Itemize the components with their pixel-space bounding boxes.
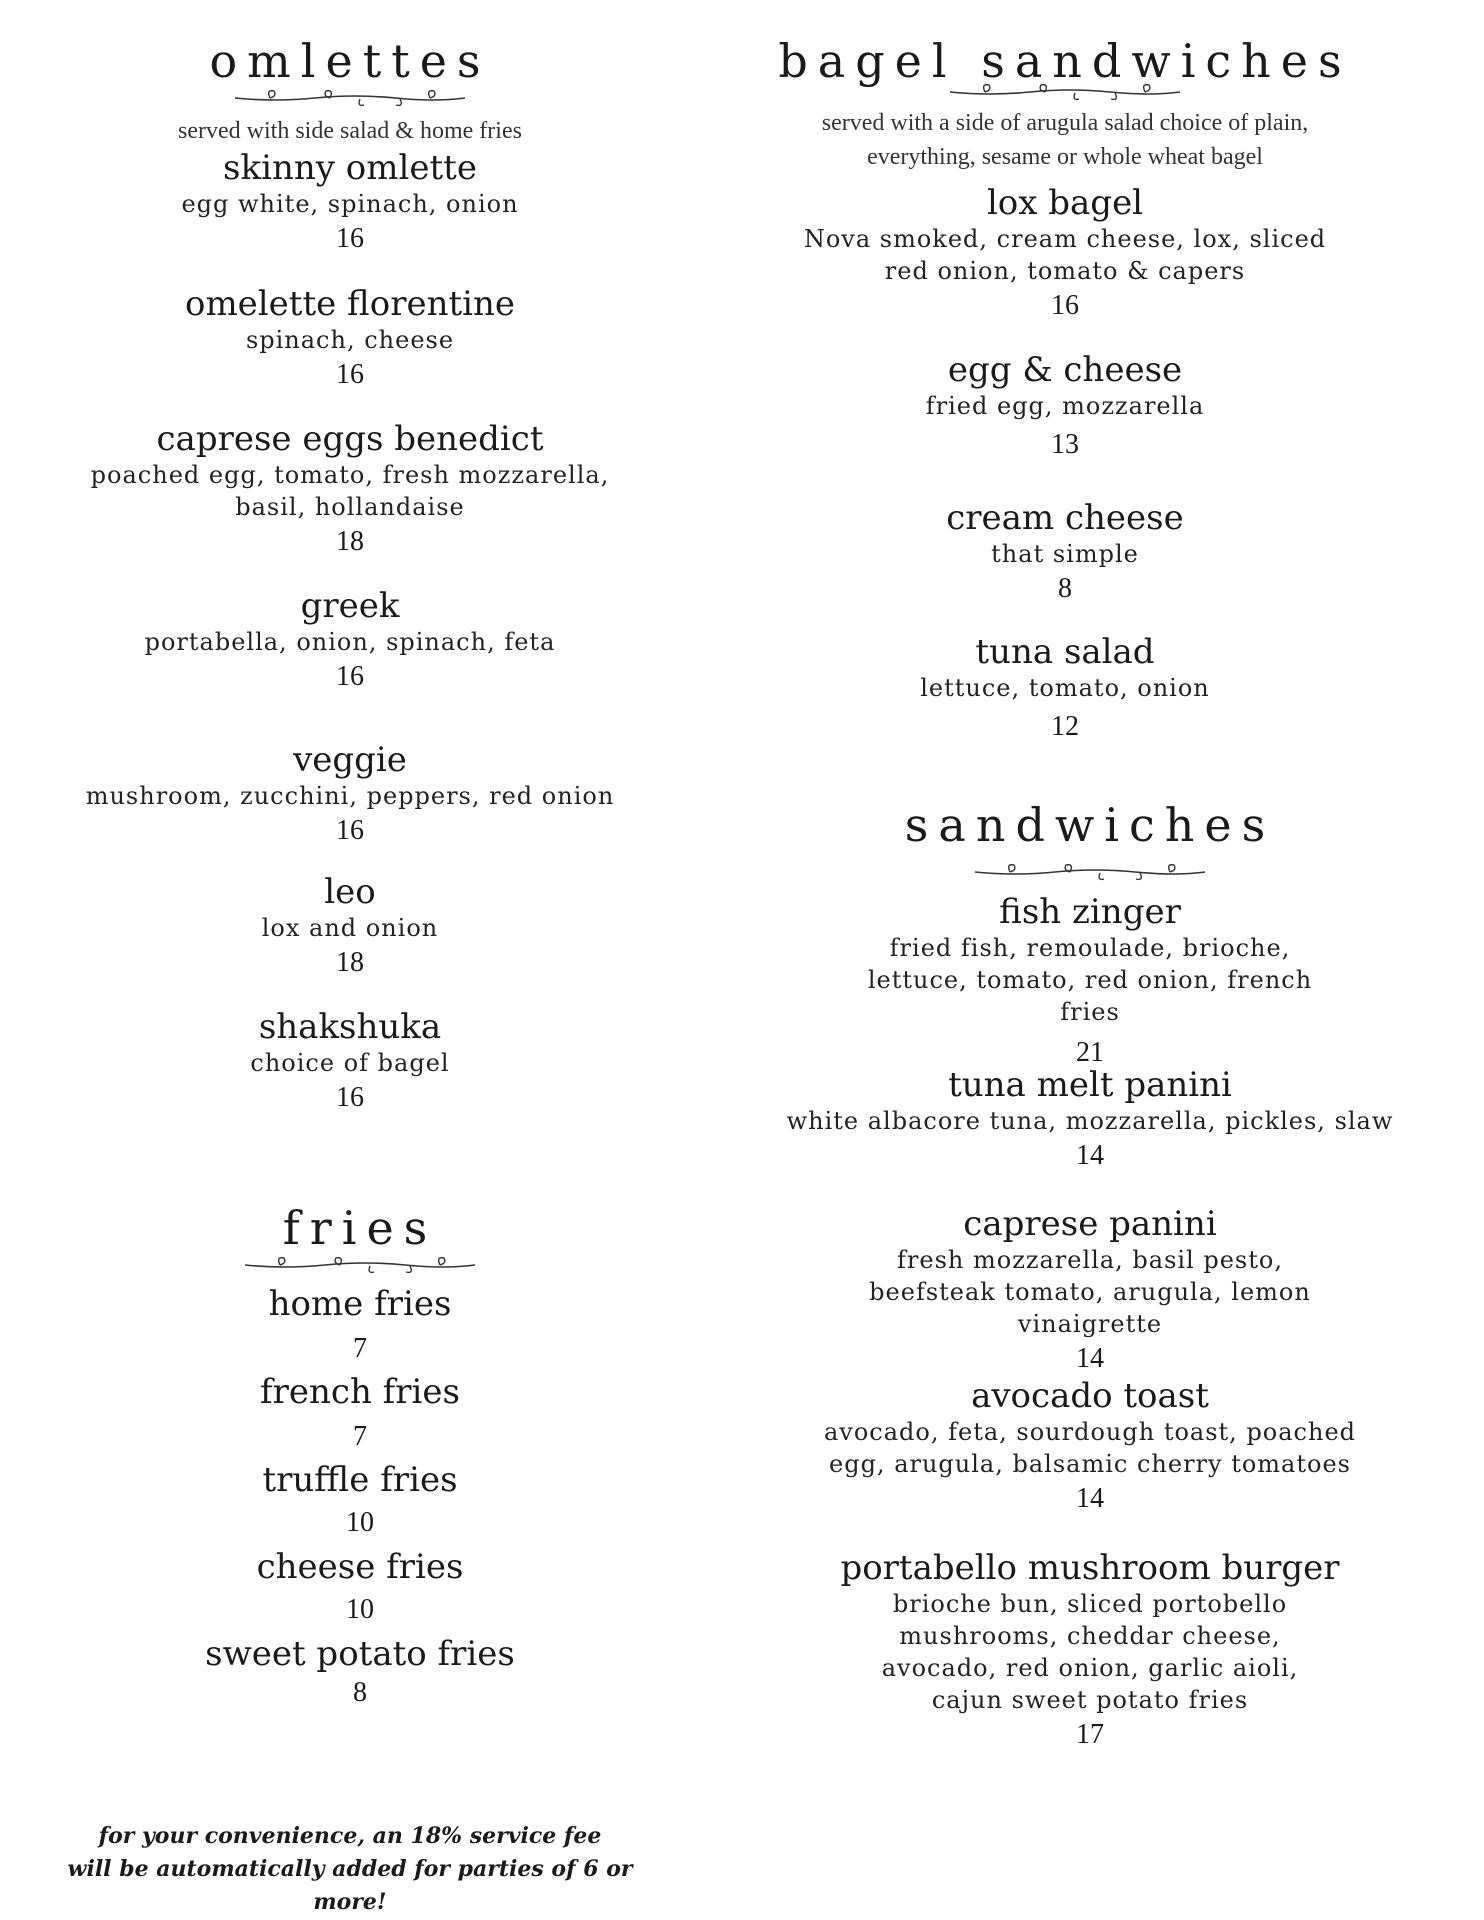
menu-item — [700, 632, 1430, 746]
item-price: 13 — [1051, 429, 1079, 460]
menu-item — [720, 1548, 1460, 1754]
item-name: truffle fries — [262, 1460, 458, 1500]
item-name: home fries — [268, 1284, 452, 1324]
menu-item — [50, 1007, 650, 1117]
item-description: avocado, feta, sourdough toast, poached egg, arugula, balsamic cherry tomatoes — [823, 1418, 1357, 1478]
item-description: poached egg, tomato, fresh mozzarella, basil, hollandaise — [90, 461, 610, 521]
item-price: 18 — [336, 947, 364, 978]
item-name: cream cheese — [946, 498, 1184, 538]
item-price: 16 — [336, 1082, 364, 1113]
item-name: avocado toast — [971, 1376, 1209, 1416]
item-price: 14 — [1076, 1483, 1104, 1514]
item-price: 10 — [346, 1594, 374, 1625]
menu-item — [160, 1284, 560, 1368]
menu-item — [160, 1460, 560, 1542]
item-description: lox and onion — [261, 914, 439, 942]
item-description: fried fish, remoulade, brioche, lettuce, tomato, red onion, french fries — [867, 934, 1313, 1026]
item-description: fried egg, mozzarella — [925, 392, 1205, 420]
item-name: skinny omlette — [223, 148, 477, 188]
menu-item — [50, 872, 650, 982]
item-name: leo — [324, 872, 376, 912]
menu-item — [50, 586, 650, 696]
item-price: 14 — [1076, 1140, 1104, 1171]
menu-item — [720, 1376, 1460, 1518]
item-price: 12 — [1051, 711, 1079, 742]
item-description: brioche bun, sliced portobello mushrooms, cheddar cheese, avocado, red onion, garlic aioli, cajun sweet potato fries — [881, 1590, 1299, 1714]
item-name: egg & cheese — [947, 350, 1183, 390]
footer-line-1: for your convenience, an 18% service fee — [98, 1823, 602, 1849]
item-description: white albacore tuna, mozzarella, pickles, slaw — [786, 1107, 1394, 1135]
menu-item — [700, 350, 1430, 464]
item-price: 8 — [1058, 573, 1072, 604]
item-name: lox bagel — [986, 183, 1144, 223]
item-name: greek — [300, 586, 400, 626]
item-name: french fries — [260, 1372, 460, 1412]
item-description: portabella, onion, spinach, feta — [144, 628, 556, 656]
menu-item — [50, 419, 650, 561]
menu-item — [160, 1634, 560, 1712]
menu-item — [50, 148, 650, 258]
item-description: fresh mozzarella, basil pesto, beefsteak tomato, arugula, lemon vinaigrette — [869, 1246, 1311, 1338]
section-title-bagel-sandwiches: bagel sandwiches — [778, 34, 1352, 88]
service-fee-notice — [30, 1820, 670, 1919]
item-name: omelette florentine — [184, 284, 516, 324]
section-subtitle-bagels-line2: everything, sesame or whole wheat bagel — [867, 144, 1263, 170]
item-description: egg white, spinach, onion — [181, 190, 519, 218]
flourish-divider — [245, 1257, 475, 1275]
item-price: 7 — [353, 1333, 367, 1364]
section-subtitle-bagels-line1: served with a side of arugula salad choice of plain, — [821, 110, 1309, 136]
menu-item — [160, 1372, 560, 1456]
item-price: 16 — [336, 223, 364, 254]
menu-item — [700, 498, 1430, 608]
item-price: 21 — [1076, 1037, 1104, 1068]
section-subtitle-omelettes: served with side salad & home fries — [178, 118, 522, 144]
item-name: cheese fries — [256, 1547, 464, 1587]
item-price: 14 — [1076, 1343, 1104, 1374]
item-name: veggie — [293, 740, 407, 780]
item-description: Nova smoked, cream cheese, lox, sliced red onion, tomato & capers — [803, 225, 1327, 285]
item-name: fish zinger — [999, 892, 1181, 932]
item-price: 16 — [1051, 290, 1079, 321]
item-name: caprese panini — [963, 1204, 1217, 1244]
item-price: 16 — [336, 661, 364, 692]
item-description: that simple — [991, 540, 1139, 568]
item-name: caprese eggs benedict — [156, 419, 544, 459]
item-price: 10 — [346, 1507, 374, 1538]
flourish-divider — [235, 90, 465, 108]
menu-item — [700, 183, 1430, 325]
item-price: 8 — [353, 1677, 367, 1708]
menu-item — [720, 892, 1460, 1072]
section-title-fries: fries — [282, 1201, 438, 1255]
item-name: portabello mushroom burger — [840, 1548, 1340, 1588]
item-price: 18 — [336, 526, 364, 557]
menu-item — [720, 1204, 1460, 1378]
item-name: shakshuka — [258, 1007, 442, 1047]
section-title-sandwiches: sandwiches — [904, 798, 1276, 852]
item-name: tuna salad — [975, 632, 1155, 672]
flourish-divider — [975, 864, 1205, 882]
item-price: 17 — [1076, 1719, 1104, 1750]
menu-item — [160, 1547, 560, 1629]
item-price: 16 — [336, 359, 364, 390]
section-title-omelettes: omlettes — [209, 34, 491, 88]
item-description: mushroom, zucchini, peppers, red onion — [85, 782, 615, 810]
menu-item — [720, 1065, 1460, 1175]
item-description: choice of bagel — [250, 1049, 450, 1077]
item-description: spinach, cheese — [245, 326, 455, 354]
item-price: 16 — [336, 815, 364, 846]
item-name: tuna melt panini — [948, 1065, 1232, 1105]
item-price: 7 — [353, 1421, 367, 1452]
item-description: lettuce, tomato, onion — [920, 674, 1210, 702]
footer-line-2: will be automatically added for parties of 6 or more! — [67, 1856, 633, 1915]
item-name: sweet potato fries — [205, 1634, 515, 1674]
menu-item — [50, 740, 650, 850]
menu-item — [50, 284, 650, 394]
